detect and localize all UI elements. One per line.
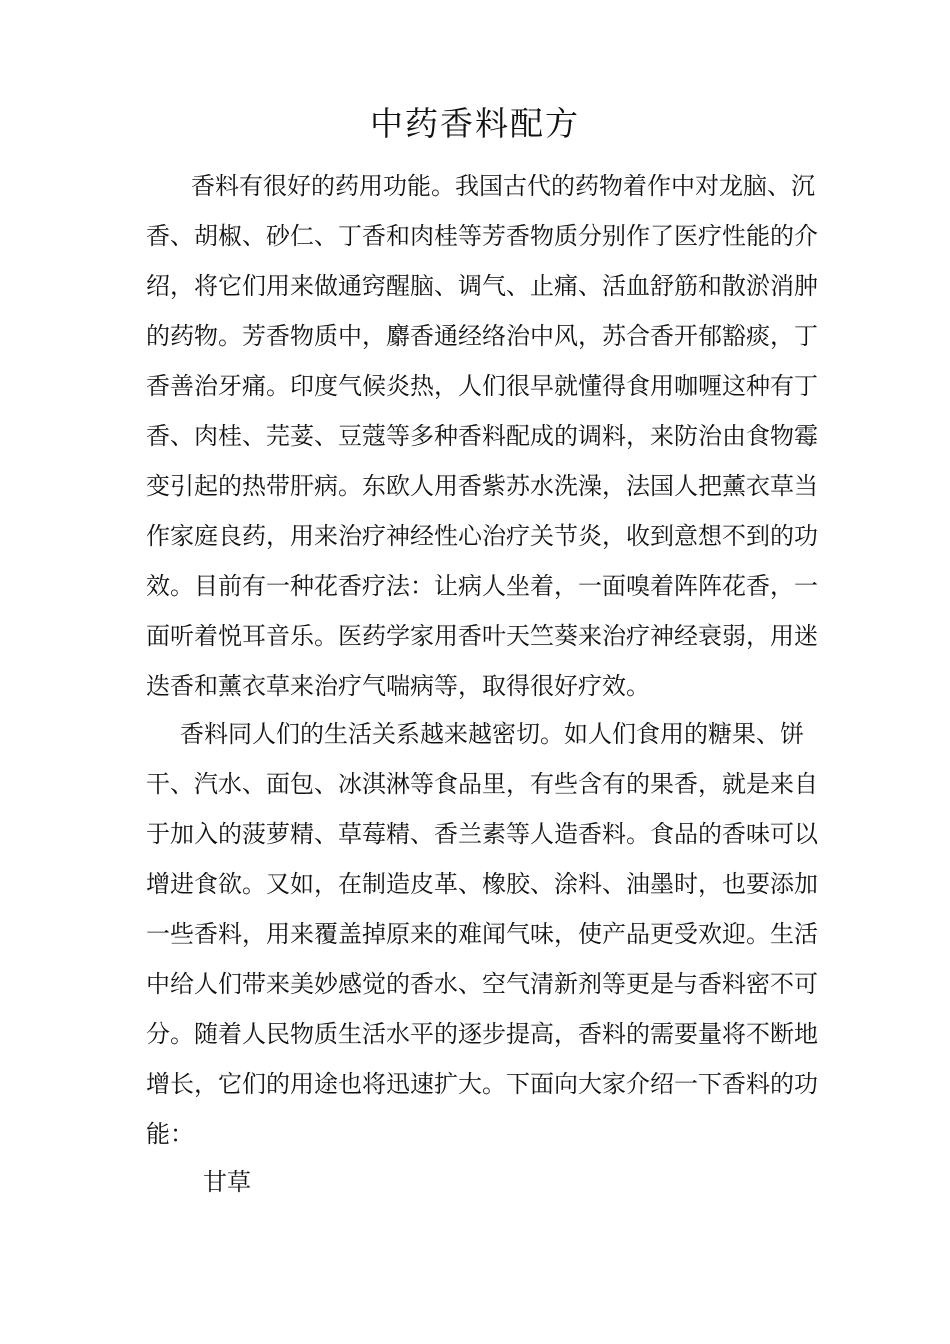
paragraph-line: 香、肉桂、芫荽、豆蔻等多种香料配成的调料，来防治由食物霉 xyxy=(146,422,818,450)
paragraph-line: 干、汽水、面包、冰淇淋等食品里，有些含有的果香，就是来自 xyxy=(146,770,818,798)
paragraph-line: 一些香料，用来覆盖掉原来的难闻气味，使产品更受欢迎。生活 xyxy=(146,920,818,948)
paragraph-line: 中给人们带来美妙感觉的香水、空气清新剂等更是与香料密不可 xyxy=(146,970,818,998)
document-title: 中药香料配方 xyxy=(370,104,580,143)
paragraph-line: 效。目前有一种花香疗法：让病人坐着，一面嗅着阵阵花香，一 xyxy=(146,572,818,600)
paragraph-line: 作家庭良药，用来治疗神经性心治疗关节炎，收到意想不到的功 xyxy=(146,522,818,550)
paragraph-line: 分。随着人民物质生活水平的逐步提高，香料的需要量将不断地 xyxy=(146,1020,818,1048)
paragraph-line: 增长，它们的用途也将迅速扩大。下面向大家介绍一下香料的功 xyxy=(146,1070,818,1098)
paragraph-line: 面听着悦耳音乐。医药学家用香叶天竺葵来治疗神经衰弱，用迷 xyxy=(146,622,818,650)
paragraph-line: 于加入的菠萝精、草莓精、香兰素等人造香料。食品的香味可以 xyxy=(146,820,818,848)
paragraph-line: 变引起的热带肝病。东欧人用香紫苏水洗澡，法国人把薰衣草当 xyxy=(146,472,818,500)
paragraph-line: 增进食欲。又如，在制造皮革、橡胶、涂料、油墨时，也要添加 xyxy=(146,870,818,898)
paragraph-line: 能： xyxy=(146,1120,194,1148)
paragraph-line: 香料同人们的生活关系越来越密切。如人们食用的糖果、饼 xyxy=(180,720,804,748)
section-heading-licorice: 甘草 xyxy=(203,1168,251,1196)
paragraph-line: 的药物。芳香物质中，麝香通经络治中风，苏合香开郁豁痰，丁 xyxy=(146,322,818,350)
paragraph-line: 迭香和薰衣草来治疗气喘病等，取得很好疗效。 xyxy=(146,672,650,700)
paragraph-line: 香善治牙痛。印度气候炎热，人们很早就懂得食用咖喱这种有丁 xyxy=(146,372,818,400)
paragraph-line: 绍，将它们用来做通窍醒脑、调气、止痛、活血舒筋和散淤消肿 xyxy=(146,272,818,300)
paragraph-line: 香、胡椒、砂仁、丁香和肉桂等芳香物质分别作了医疗性能的介 xyxy=(146,222,818,250)
paragraph-line: 香料有很好的药用功能。我国古代的药物着作中对龙脑、沉 xyxy=(191,172,815,200)
